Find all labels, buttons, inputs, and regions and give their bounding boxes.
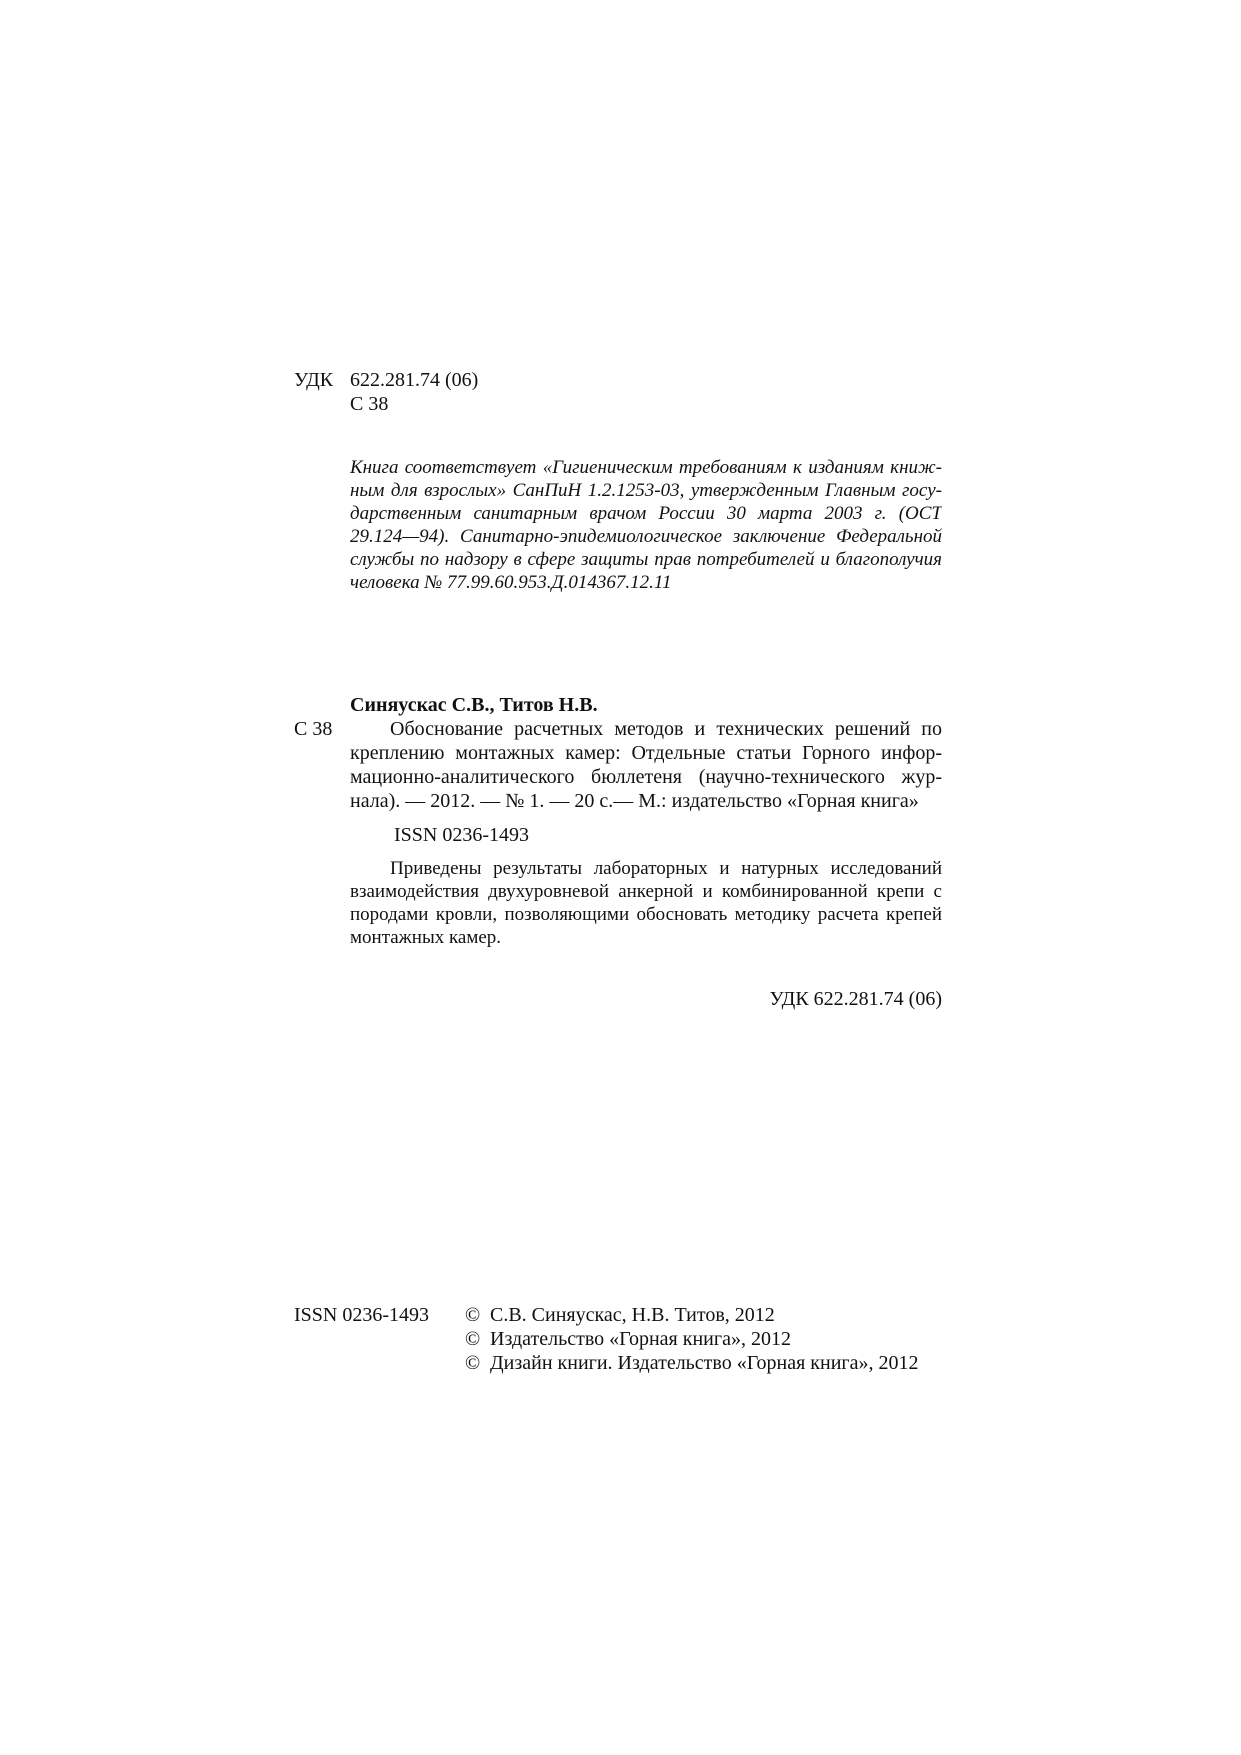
issn-copyright: ISSN 0236-1493 [294,1304,430,1326]
description-line: нала). — 2012. — № 1. — 20 с.— М.: издательство «Горная книга» [350,790,919,812]
copyright-symbol: © [465,1328,481,1350]
copyright-entry: Издательство «Горная книга», 2012 [490,1328,791,1350]
udk-label: УДК [294,369,334,391]
abstract-line: Приведены результаты лабораторных и натурных исследований [390,858,942,879]
sanpin-line: Книга соответствует «Гигиеническим требованиям к изданиям книж- [350,457,942,478]
udk-code: 622.281.74 (06) [350,369,479,391]
abstract-line: породами кровли, позволяющими обосновать методику расчета крепей [350,904,942,925]
abstract-line: взаимодействия двухуровневой анкерной и комбинированной крепи с [350,881,942,902]
copyright-entry: Дизайн книги. Издательство «Горная книга», 2012 [490,1352,919,1374]
sanpin-line: службы по надзору в сфере защиты прав потребителей и благополучия [350,549,942,570]
authors-heading: Синяускас С.В., Титов Н.В. [350,694,598,716]
description-line: мационно-аналитического бюллетеня (научно-технического жур- [350,766,942,788]
udk-footer: УДК 622.281.74 (06) [769,988,942,1010]
abstract-line: монтажных камер. [350,927,502,948]
author-mark-top: С 38 [350,393,389,415]
copyright-symbol: © [465,1304,481,1326]
description-line: креплению монтажных камер: Отдельные статьи Горного инфор- [350,742,942,764]
copyright-symbol: © [465,1352,481,1374]
sanpin-line: 29.124—94). Санитарно-эпидемиологическое заключение Федеральной [350,526,942,547]
author-mark: С 38 [294,718,333,740]
copyright-entry: С.В. Синяускас, Н.В. Титов, 2012 [490,1304,775,1326]
sanpin-line: человека № 77.99.60.953.Д.014367.12.11 [350,572,672,593]
issn-record: ISSN 0236-1493 [394,824,530,846]
description-line: Обоснование расчетных методов и технических решений по [390,718,942,740]
sanpin-line: дарственным санитарным врачом России 30 марта 2003 г. (ОСТ [350,503,942,524]
sanpin-line: ным для взрослых» СанПиН 1.2.1253-03, утвержденным Главным госу- [350,480,942,501]
